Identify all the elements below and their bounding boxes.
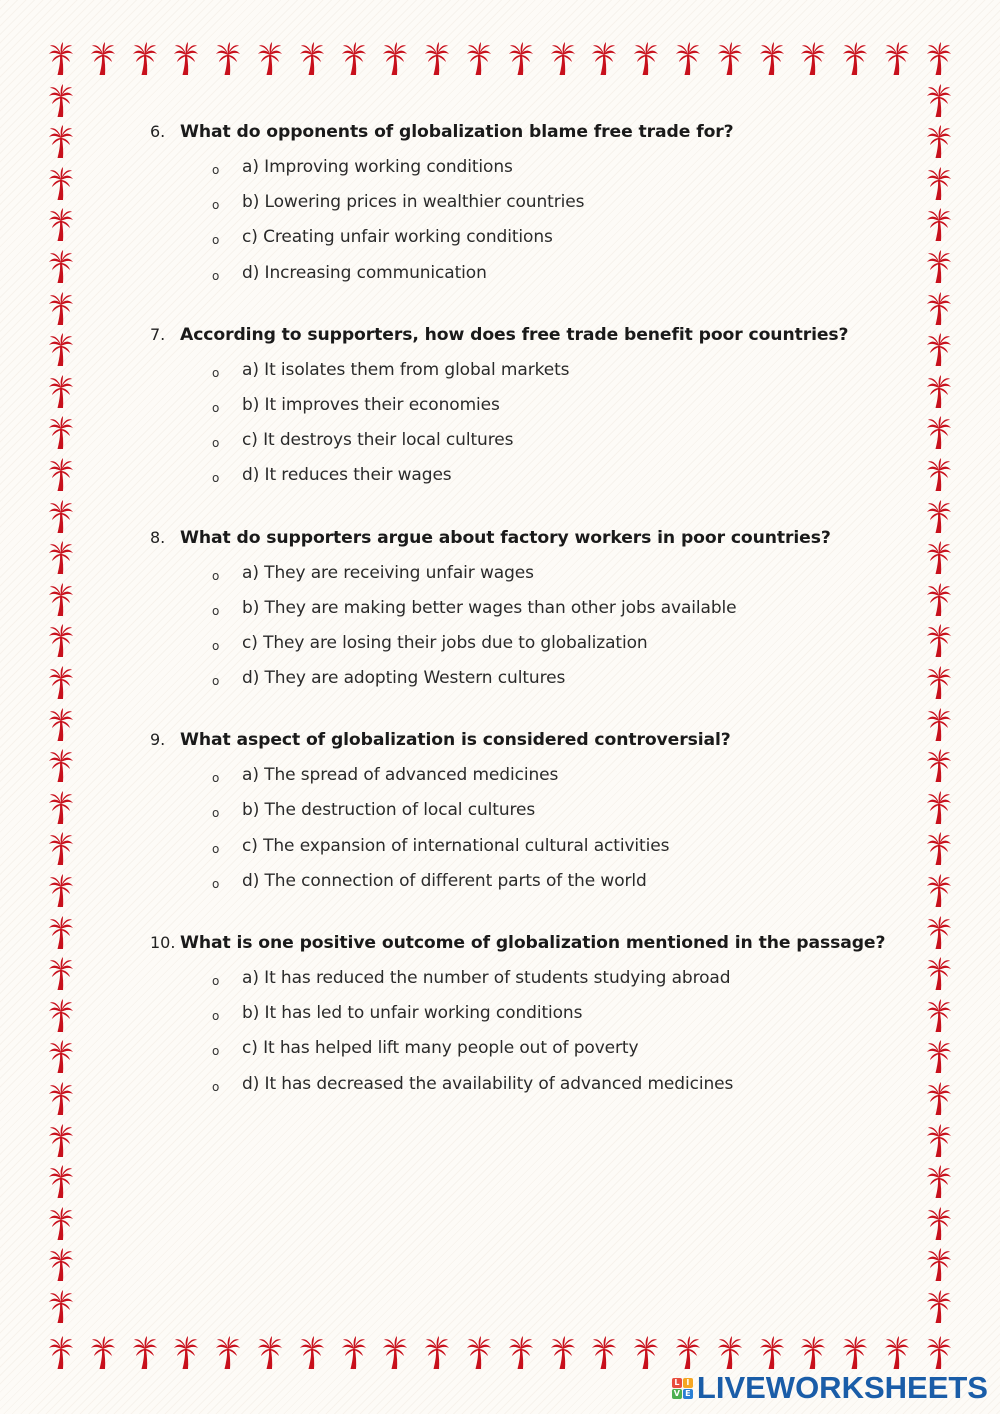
liveworksheets-logo[interactable] xyxy=(672,1370,988,1406)
answer-option[interactable] xyxy=(150,430,910,465)
palm-tree-icon xyxy=(48,791,74,825)
palm-tree-icon xyxy=(633,42,659,76)
option-text: b) They are making better wages than other jobs available xyxy=(242,597,737,618)
bullet-icon: o xyxy=(212,471,220,486)
answer-option[interactable] xyxy=(150,633,910,668)
answer-option[interactable] xyxy=(150,227,910,262)
palm-tree-icon xyxy=(48,749,74,783)
answer-option[interactable] xyxy=(150,668,910,703)
bullet-icon: o xyxy=(212,603,220,618)
option-text: d) Increasing communication xyxy=(242,262,487,283)
palm-tree-icon xyxy=(48,125,74,159)
bullet-icon: o xyxy=(212,163,220,177)
option-text: a) It has reduced the number of students studying abroad xyxy=(242,968,731,988)
palm-tree-icon xyxy=(759,1336,785,1370)
option-text: d) They are adopting Western cultures xyxy=(242,668,566,689)
palm-tree-icon xyxy=(926,791,952,825)
option-text: c) The expansion of international cultural activities xyxy=(242,835,670,856)
palm-tree-icon xyxy=(591,1336,617,1370)
palm-tree-icon xyxy=(926,624,952,658)
palm-tree-icon xyxy=(926,84,952,118)
palm-tree-icon xyxy=(926,416,952,450)
question-text: What do supporters argue about factory workers in poor countries? xyxy=(180,527,831,548)
palm-tree-icon xyxy=(926,999,952,1033)
palm-tree-icon xyxy=(926,1248,952,1282)
palm-tree-icon xyxy=(926,333,952,367)
palm-tree-icon xyxy=(132,1336,158,1370)
question-number: 9. xyxy=(150,730,166,750)
palm-tree-icon xyxy=(48,1124,74,1158)
question-number: 7. xyxy=(150,324,166,344)
palm-tree-icon xyxy=(926,1290,952,1324)
palm-tree-icon xyxy=(48,416,74,450)
palm-tree-icon xyxy=(48,458,74,492)
answer-option[interactable] xyxy=(150,968,910,1003)
palm-tree-icon xyxy=(926,1082,952,1116)
palm-tree-icon xyxy=(591,42,617,76)
palm-tree-icon xyxy=(48,666,74,700)
question-number: 8. xyxy=(150,527,166,547)
answer-option[interactable] xyxy=(150,598,910,633)
palm-tree-icon xyxy=(424,1336,450,1370)
palm-tree-icon xyxy=(926,666,952,700)
palm-tree-icon xyxy=(508,1336,534,1370)
palm-tree-icon xyxy=(90,42,116,76)
question-number: 6. xyxy=(150,122,166,141)
bullet-icon: o xyxy=(212,1079,220,1094)
palm-tree-icon xyxy=(926,916,952,950)
palm-tree-icon xyxy=(675,42,701,76)
answer-option[interactable] xyxy=(150,1003,910,1038)
palm-tree-icon xyxy=(48,292,74,326)
bullet-icon: o xyxy=(212,568,220,583)
question-text: What aspect of globalization is considered controversial? xyxy=(180,730,731,751)
answer-option[interactable] xyxy=(150,395,910,430)
palm-tree-icon xyxy=(48,957,74,991)
palm-tree-icon xyxy=(926,957,952,991)
question-text: What do opponents of globalization blame free trade for? xyxy=(180,122,734,142)
logo-mark-letter: I xyxy=(683,1378,693,1388)
bullet-icon: o xyxy=(212,268,220,283)
palm-tree-icon xyxy=(926,250,952,284)
palm-tree-icon xyxy=(800,42,826,76)
option-text: b) The destruction of local cultures xyxy=(242,800,536,821)
palm-tree-icon xyxy=(48,1165,74,1199)
bullet-icon: o xyxy=(212,400,220,415)
palm-tree-icon xyxy=(926,458,952,492)
palm-tree-icon xyxy=(48,1082,74,1116)
palm-tree-icon xyxy=(926,42,952,76)
option-text: c) Creating unfair working conditions xyxy=(242,227,553,248)
palm-tree-icon xyxy=(926,583,952,617)
answer-option[interactable] xyxy=(150,465,910,500)
answer-option[interactable] xyxy=(150,871,910,906)
palm-tree-icon xyxy=(424,42,450,76)
palm-tree-icon xyxy=(675,1336,701,1370)
bullet-icon: o xyxy=(212,365,220,380)
palm-tree-icon xyxy=(48,167,74,201)
palm-tree-icon xyxy=(717,1336,743,1370)
palm-tree-icon xyxy=(508,42,534,76)
bullet-icon: o xyxy=(212,233,220,248)
logo-mark-letter: E xyxy=(683,1389,693,1399)
answer-option[interactable] xyxy=(150,563,910,598)
palm-tree-icon xyxy=(48,500,74,534)
palm-tree-icon xyxy=(926,292,952,326)
answer-options xyxy=(150,157,910,298)
palm-tree-icon xyxy=(48,208,74,242)
option-text: a) They are receiving unfair wages xyxy=(242,562,534,583)
palm-tree-icon xyxy=(926,874,952,908)
answer-options xyxy=(150,968,910,1109)
palm-tree-icon xyxy=(48,832,74,866)
palm-tree-icon xyxy=(926,749,952,783)
palm-tree-icon xyxy=(48,250,74,284)
palm-tree-icon xyxy=(466,1336,492,1370)
palm-tree-icon xyxy=(550,1336,576,1370)
palm-tree-icon xyxy=(382,42,408,76)
answer-options xyxy=(150,360,910,501)
option-text: b) Lowering prices in wealthier countries xyxy=(242,192,585,213)
palm-tree-icon xyxy=(926,1165,952,1199)
option-text: a) The spread of advanced medicines xyxy=(242,765,559,786)
palm-tree-icon xyxy=(48,541,74,575)
palm-tree-icon xyxy=(926,208,952,242)
palm-tree-icon xyxy=(132,42,158,76)
palm-tree-icon xyxy=(884,1336,910,1370)
palm-tree-icon xyxy=(48,84,74,118)
palm-tree-icon xyxy=(926,125,952,159)
palm-tree-icon xyxy=(633,1336,659,1370)
answer-options xyxy=(150,765,910,906)
question-number: 10. xyxy=(150,933,176,952)
option-text: d) The connection of different parts of the world xyxy=(242,870,647,891)
palm-tree-icon xyxy=(926,167,952,201)
palm-tree-icon xyxy=(842,42,868,76)
palm-tree-icon xyxy=(215,1336,241,1370)
answer-option[interactable] xyxy=(150,263,910,298)
question-text: What is one positive outcome of globalization mentioned in the passage? xyxy=(180,933,886,953)
palm-tree-icon xyxy=(48,375,74,409)
answer-option[interactable] xyxy=(150,765,910,800)
bullet-icon: o xyxy=(212,1009,220,1024)
answer-option[interactable] xyxy=(150,360,910,395)
palm-tree-icon xyxy=(341,42,367,76)
palm-tree-icon xyxy=(48,333,74,367)
palm-tree-icon xyxy=(926,832,952,866)
palm-tree-icon xyxy=(382,1336,408,1370)
answer-option[interactable] xyxy=(150,1074,910,1109)
answer-option[interactable] xyxy=(150,1038,910,1073)
question-10 xyxy=(150,933,910,1109)
palm-tree-icon xyxy=(299,1336,325,1370)
palm-tree-icon xyxy=(926,1040,952,1074)
palm-tree-icon xyxy=(800,1336,826,1370)
option-text: c) They are losing their jobs due to globalization xyxy=(242,632,648,653)
option-text: b) It has led to unfair working conditions xyxy=(242,1003,583,1024)
palm-tree-icon xyxy=(48,874,74,908)
palm-tree-icon xyxy=(341,1336,367,1370)
bullet-icon: o xyxy=(212,436,220,451)
palm-tree-icon xyxy=(926,1207,952,1241)
palm-tree-icon xyxy=(48,583,74,617)
logo-mark-letter: L xyxy=(672,1378,682,1388)
logo-mark-letter: V xyxy=(673,1388,680,1398)
palm-tree-icon xyxy=(90,1336,116,1370)
bullet-icon: o xyxy=(212,876,220,891)
bullet-icon: o xyxy=(212,841,220,856)
bullet-icon: o xyxy=(212,974,220,988)
option-text: d) It has decreased the availability of advanced medicines xyxy=(242,1073,734,1094)
option-text: a) Improving working conditions xyxy=(242,157,513,177)
palm-tree-icon xyxy=(48,708,74,742)
question-list xyxy=(150,122,910,1136)
palm-tree-icon xyxy=(717,42,743,76)
palm-tree-icon xyxy=(215,42,241,76)
logo-mark-icon xyxy=(672,1378,693,1399)
bullet-icon: o xyxy=(212,806,220,821)
palm-tree-icon xyxy=(48,999,74,1033)
palm-tree-icon xyxy=(466,42,492,76)
question-7 xyxy=(150,325,910,501)
palm-tree-icon xyxy=(173,1336,199,1370)
bullet-icon: o xyxy=(212,771,220,786)
palm-tree-icon xyxy=(926,375,952,409)
option-text: b) It improves their economies xyxy=(242,394,500,415)
palm-tree-icon xyxy=(48,42,74,76)
palm-tree-icon xyxy=(926,500,952,534)
question-6 xyxy=(150,122,910,298)
palm-tree-icon xyxy=(48,1040,74,1074)
palm-tree-icon xyxy=(257,42,283,76)
option-text: c) It destroys their local cultures xyxy=(242,430,514,451)
palm-tree-icon xyxy=(48,1290,74,1324)
palm-tree-icon xyxy=(48,624,74,658)
palm-tree-icon xyxy=(48,1248,74,1282)
palm-tree-icon xyxy=(257,1336,283,1370)
option-text: c) It has helped lift many people out of poverty xyxy=(242,1038,639,1059)
answer-options xyxy=(150,563,910,704)
palm-tree-icon xyxy=(173,42,199,76)
palm-tree-icon xyxy=(842,1336,868,1370)
question-9 xyxy=(150,730,910,906)
palm-tree-icon xyxy=(926,1336,952,1370)
bullet-icon: o xyxy=(212,674,220,689)
question-8 xyxy=(150,528,910,704)
palm-tree-icon xyxy=(299,42,325,76)
answer-option[interactable] xyxy=(150,836,910,871)
palm-tree-icon xyxy=(48,1336,74,1370)
palm-tree-icon xyxy=(48,1207,74,1241)
answer-option[interactable] xyxy=(150,800,910,835)
option-text: d) It reduces their wages xyxy=(242,465,452,486)
answer-option[interactable] xyxy=(150,192,910,227)
answer-option[interactable] xyxy=(150,157,910,192)
palm-tree-icon xyxy=(759,42,785,76)
option-text: a) It isolates them from global markets xyxy=(242,359,570,380)
palm-tree-icon xyxy=(926,1124,952,1158)
bullet-icon: o xyxy=(212,198,220,213)
logo-text: LIVEWORKSHEETS xyxy=(696,1370,988,1405)
palm-tree-icon xyxy=(550,42,576,76)
palm-tree-icon xyxy=(48,916,74,950)
bullet-icon: o xyxy=(212,638,220,653)
palm-tree-icon xyxy=(926,541,952,575)
palm-tree-icon xyxy=(884,42,910,76)
bullet-icon: o xyxy=(212,1044,220,1059)
palm-tree-icon xyxy=(926,708,952,742)
question-text: According to supporters, how does free trade benefit poor countries? xyxy=(180,324,849,345)
